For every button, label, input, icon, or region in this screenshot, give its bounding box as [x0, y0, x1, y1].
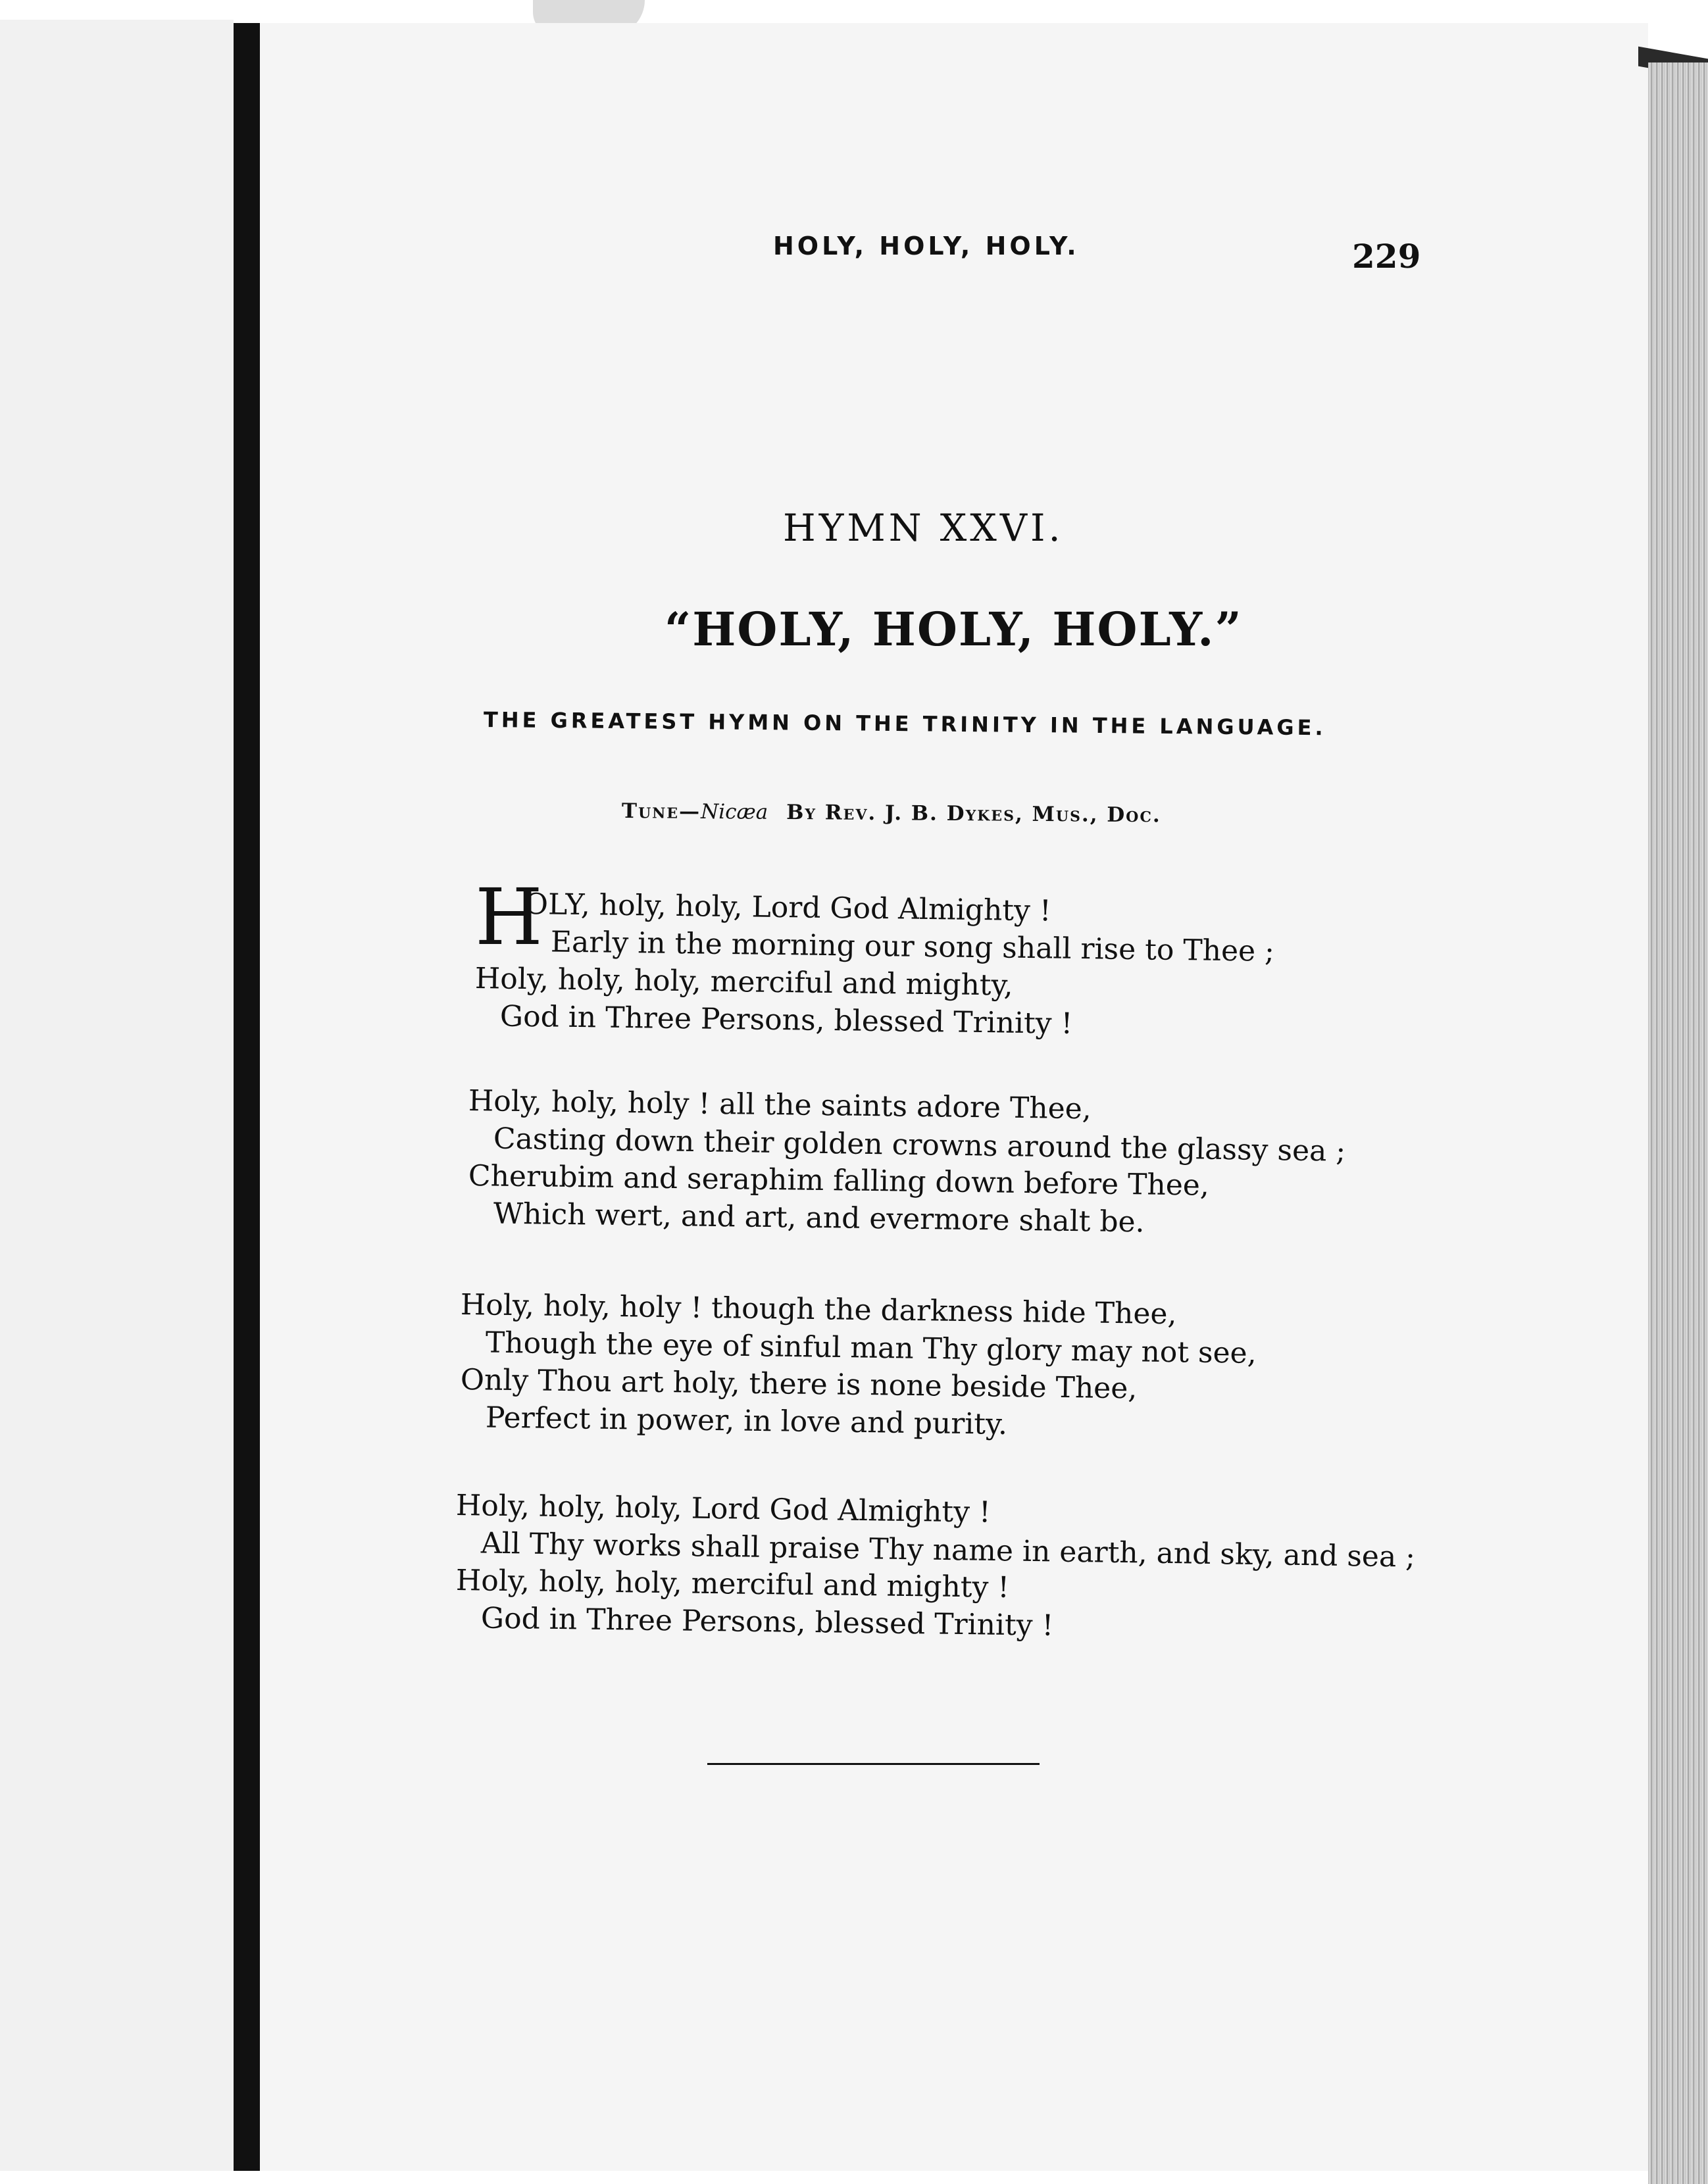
stanza-line: Holy, holy, holy, merciful and mighty, — [474, 962, 1013, 1003]
stanza-line: Holy, holy, holy ! though the darkness hide Thee, — [460, 1288, 1177, 1331]
book-binding — [234, 23, 260, 2171]
stanza-1 — [474, 885, 1495, 1041]
stanza-4 — [455, 1487, 1476, 1643]
stanza-line: OLY, holy, holy, Lord God Almighty ! — [524, 887, 1051, 928]
hymn-subtitle: THE GREATEST HYMN ON THE TRINITY IN THE LANGUAGE. — [483, 707, 1326, 741]
hymn-number: HYMN XXVI. — [783, 507, 1064, 550]
left-page — [0, 20, 234, 2171]
page-edges — [1648, 62, 1708, 2184]
tune-composer: By Rev. J. B. Dykes, Mus., Doc. — [786, 800, 1161, 828]
stanza-line: Though the eye of sinful man Thy glory may not see, — [485, 1326, 1257, 1370]
tune-label: Tune— — [621, 799, 701, 824]
stanza-3 — [460, 1286, 1480, 1441]
tune-name: Nicæa — [700, 799, 768, 824]
stanza-line: Holy, holy, holy, merciful and mighty ! — [455, 1564, 1010, 1605]
stanza-line: Which wert, and art, and evermore shalt be. — [493, 1197, 1145, 1239]
stanza-line: Holy, holy, holy ! all the saints adore Thee, — [468, 1084, 1092, 1126]
stanza-line: God in Three Persons, blessed Trinity ! — [499, 999, 1073, 1041]
hymn-title: “HOLY, HOLY, HOLY.” — [665, 602, 1243, 657]
page-number: 229 — [1352, 237, 1421, 276]
tune-line — [622, 799, 1161, 827]
stanza-line: Holy, holy, holy, Lord God Almighty ! — [455, 1489, 991, 1529]
drop-cap: H — [475, 872, 543, 962]
section-divider-rule — [707, 1763, 1040, 1765]
stanza-line: Cherubim and seraphim falling down before Thee, — [468, 1159, 1210, 1203]
stanza-line: All Thy works shall praise Thy name in earth, and sky, and sea ; — [480, 1526, 1416, 1574]
stanza-line: God in Three Persons, blessed Trinity ! — [480, 1601, 1054, 1643]
stanza-line: Only Thou art holy, there is none beside Thee, — [460, 1363, 1138, 1406]
running-title: HOLY, HOLY, HOLY. — [773, 232, 1080, 261]
stanza-line: Early in the morning our song shall rise to Thee ; — [550, 925, 1275, 968]
stanza-line: Casting down their golden crowns around the glassy sea ; — [493, 1122, 1346, 1168]
stanza-line: Perfect in power, in love and purity. — [485, 1401, 1008, 1441]
stanza-2 — [468, 1082, 1488, 1239]
